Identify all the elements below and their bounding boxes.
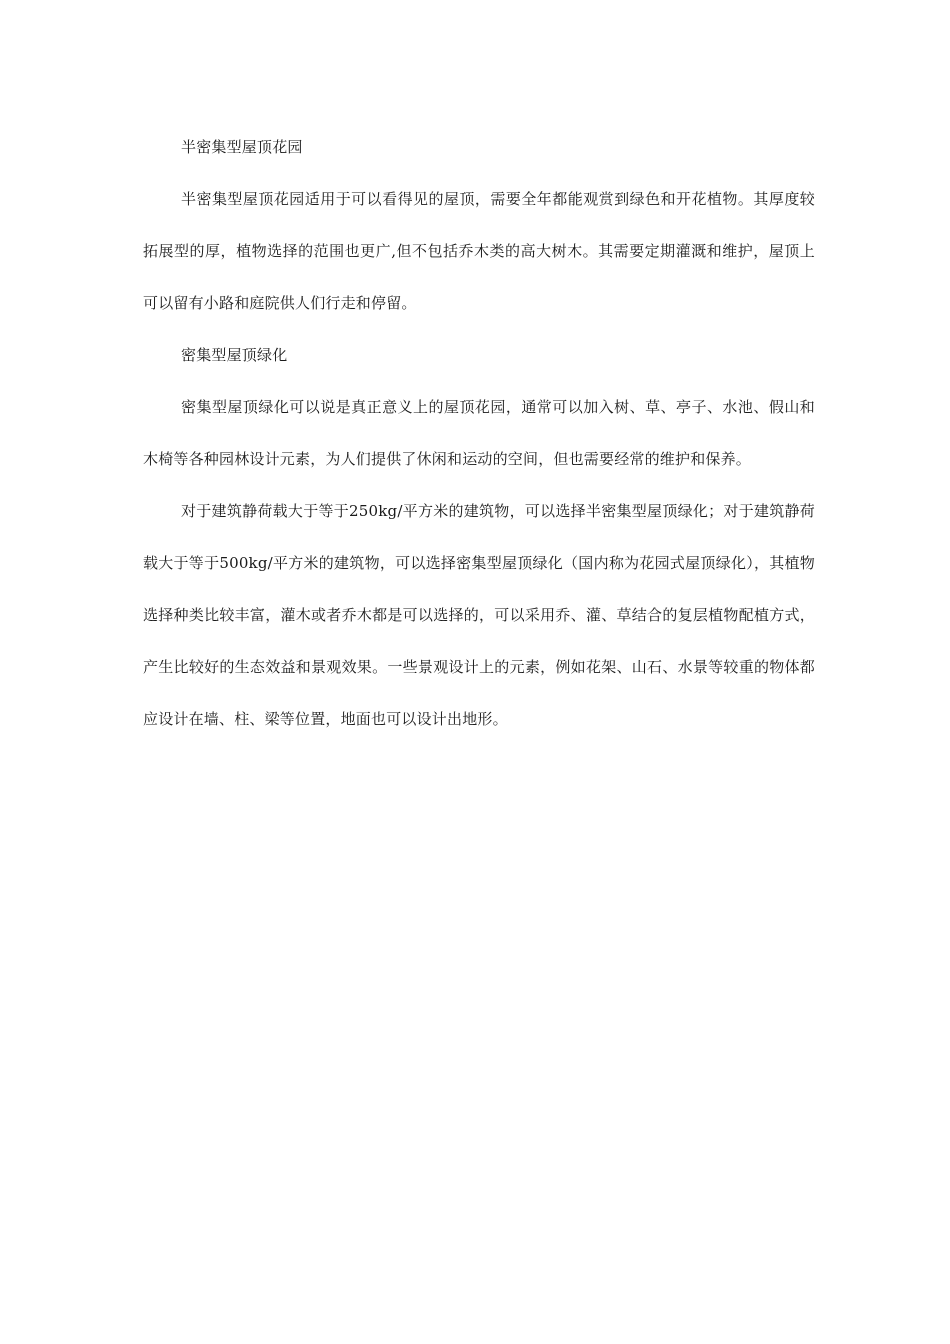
section-heading-semi-intensive: 半密集型屋顶花园 (181, 138, 303, 156)
closing-paragraph: 对于建筑静荷载大于等于250kg/平方米的建筑物，可以选择半密集型屋顶绿化；对于建筑静荷载大于等于500kg/平方米的建筑物，可以选择密集型屋顶绿化（国内称为花园式屋顶绿化），其植物选择种类比较丰富，灌木或者乔木都是可以选择的，可以采用乔、灌、草结合的复层植物配植方式，产生比较好的生态效益和景观效果。一些景观设计上的元素，例如花架、山石、水景等较重的物体都应设计在墙、柱、梁等位置，地面也可以设计出地形。 (143, 502, 815, 728)
document-body (143, 121, 815, 745)
section-paragraph-intensive: 密集型屋顶绿化可以说是真正意义上的屋顶花园，通常可以加入树、草、亭子、水池、假山和木椅等各种园林设计元素，为人们提供了休闲和运动的空间，但也需要经常的维护和保养。 (143, 398, 815, 468)
section-paragraph-semi-intensive: 半密集型屋顶花园适用于可以看得见的屋顶，需要全年都能观赏到绿色和开花植物。其厚度较拓展型的厚，植物选择的范围也更广,但不包括乔木类的高大树木。其需要定期灌溉和维护，屋顶上可以留有小路和庭院供人们行走和停留。 (143, 190, 815, 312)
section-heading-intensive: 密集型屋顶绿化 (181, 346, 288, 364)
